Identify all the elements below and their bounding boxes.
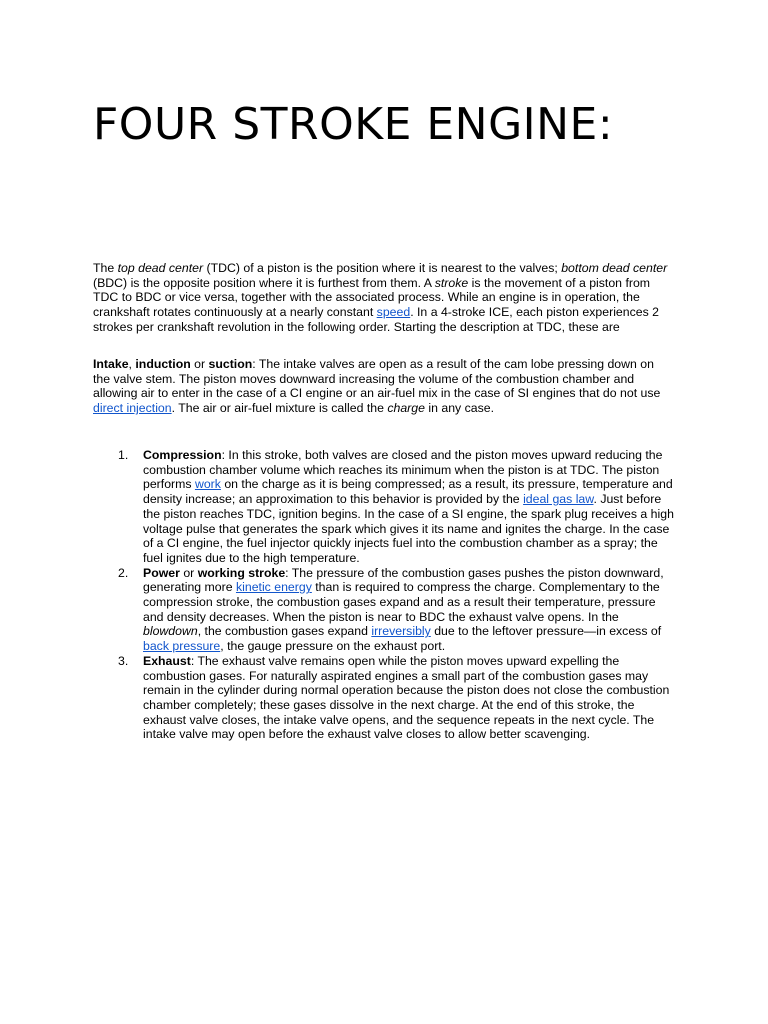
list-item-power xyxy=(118,566,678,654)
text-span: or xyxy=(179,565,198,580)
text-span: : The exhaust valve remains open while the piston moves upward expelling the combustion gases. For naturally aspirated engines a small part of the combustion gases may remain in the cylinder during normal operation because the piston does not close the combustion chamber completely; these gases dissolve in the next charge. At the end of this stroke, the exhaust valve closes, the intake valve opens, and the sequence repeats in the next cycle. The intake valve may open before the exhaust valve closes to allow better scavenging. xyxy=(143,653,670,742)
list-number: 1. xyxy=(118,448,129,462)
term-bottom-dead-center: bottom dead center xyxy=(561,261,668,275)
list-number: 3. xyxy=(118,653,129,668)
intake-paragraph xyxy=(93,357,668,416)
list-number: 2. xyxy=(118,565,129,580)
link-back-pressure[interactable]: back pressure xyxy=(143,639,221,654)
term-suction: suction xyxy=(208,357,253,371)
term-exhaust: Exhaust xyxy=(143,653,191,668)
list-item-text xyxy=(143,448,678,566)
text-span: due to the leftover pressure—in excess of xyxy=(430,624,662,639)
text-span: : The intake valves are open as a result of the cam lobe pressing down on the valve stem. The piston moves downward increasing the volume of the combustion chamber and allowing air to enter in the case of a CI engine or an air-fuel mix in the case of SI engines that do not use xyxy=(93,357,661,401)
text-span: , the gauge pressure on the exhaust port. xyxy=(220,639,446,654)
text-span: , the combustion gases expand xyxy=(197,624,372,639)
list-item-exhaust xyxy=(118,654,678,742)
text-span: (TDC) of a piston is the position where it is nearest to the valves; xyxy=(203,261,562,275)
term-stroke: stroke xyxy=(434,275,469,290)
text-span: . The air or air-fuel mixture is called the xyxy=(171,401,388,416)
term-induction: induction xyxy=(135,357,191,371)
term-compression: Compression xyxy=(143,448,222,462)
link-speed[interactable]: speed xyxy=(376,305,411,320)
term-intake: Intake xyxy=(93,357,129,371)
text-span: in any case. xyxy=(424,401,495,416)
list-item-compression xyxy=(118,448,678,566)
text-span: . In a 4-stroke ICE, each piston experiences 2 strokes per crankshaft revolution in the following order. Starting the description at TDC, these are xyxy=(93,305,659,334)
term-charge: charge xyxy=(387,401,425,416)
stroke-steps-list xyxy=(118,448,678,742)
text-span: (BDC) is the opposite position where it is furthest from them. A xyxy=(93,275,435,290)
text-span: : In this stroke, both valves are closed and the piston moves upward reducing the combustion chamber volume which reaches its minimum when the piston is at TDC. The piston performs xyxy=(143,448,663,492)
term-blowdown: blowdown xyxy=(143,624,198,639)
page-title: FOUR STROKE ENGINE: xyxy=(93,99,614,150)
term-power: Power xyxy=(143,565,180,580)
term-top-dead-center: top dead center xyxy=(117,261,204,275)
text-span: than is required to compress the charge. Complementary to the compression stroke, the combustion gases expand and as a result their temperature, pressure and density decreases. When the piston is near to BDC the exhaust valve opens. In the xyxy=(143,580,660,624)
term-working-stroke: working stroke xyxy=(197,565,286,580)
link-work[interactable]: work xyxy=(194,477,221,492)
link-irreversibly[interactable]: irreversibly xyxy=(371,624,431,639)
text-span: is the movement of a piston from TDC to BDC or vice versa, together with the associated process. While an engine is in operation, the crankshaft rotates continuously at a nearly constant xyxy=(93,275,651,320)
intro-paragraph xyxy=(93,261,668,335)
text-span: , xyxy=(128,357,136,371)
text-span: or xyxy=(190,357,209,371)
link-kinetic-energy[interactable]: kinetic energy xyxy=(235,580,312,595)
list-item-text xyxy=(143,654,678,742)
text-span: The xyxy=(93,261,118,275)
text-span: . Just before the piston reaches TDC, ignition begins. In the case of a SI engine, the spark plug receives a high voltage pulse that generates the spark which gives it its name and ignites the charge. In the case of a CI engine, the fuel injector quickly injects fuel into the combustion chamber as a spray; the fuel ignites due to the high temperature. xyxy=(143,492,674,565)
link-direct-injection[interactable]: direct injection xyxy=(93,401,172,416)
list-item-text xyxy=(143,566,678,654)
link-ideal-gas-law[interactable]: ideal gas law xyxy=(523,492,594,507)
text-span: on the charge as it is being compressed; as a result, its pressure, temperature and density increase; an approximation to this behavior is provided by the xyxy=(143,477,673,507)
text-span: : The pressure of the combustion gases pushes the piston downward, generating more xyxy=(143,565,664,595)
